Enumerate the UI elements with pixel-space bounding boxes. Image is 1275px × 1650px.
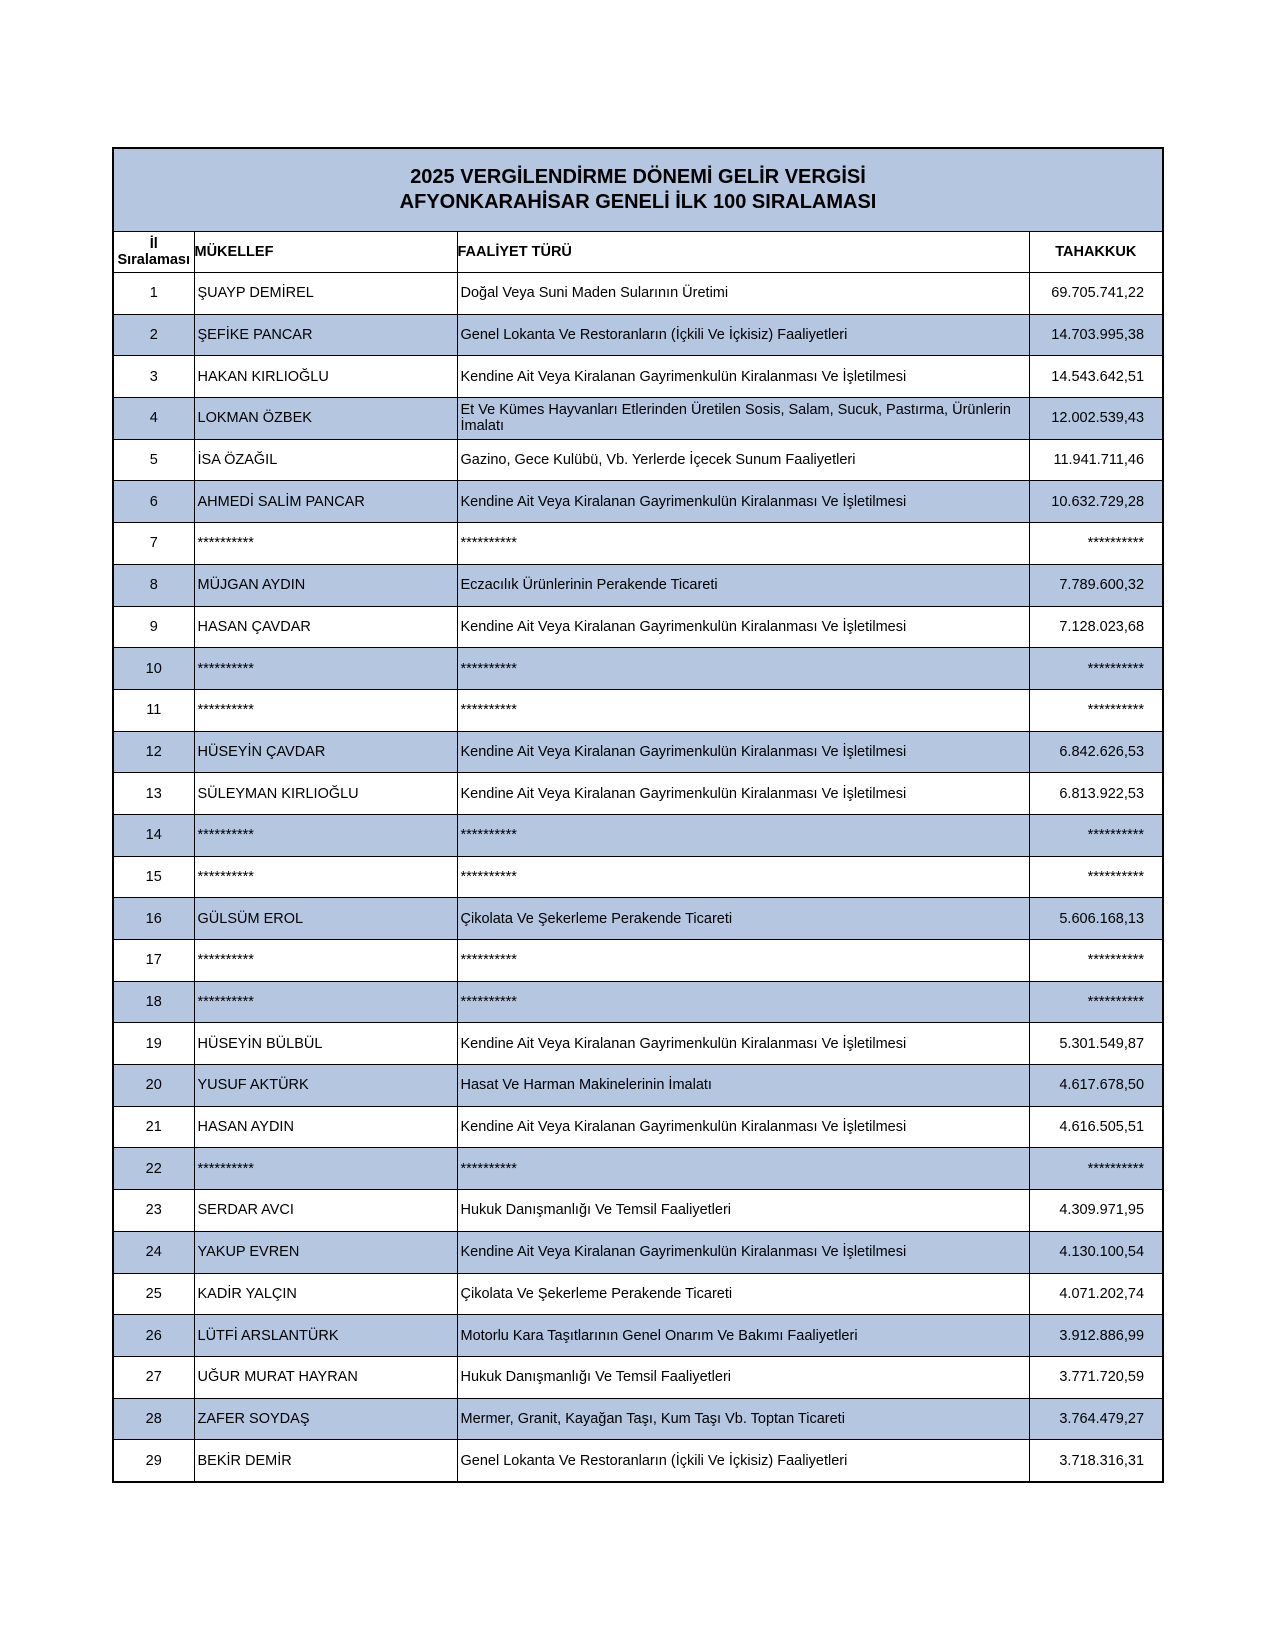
rank-cell: 9 xyxy=(113,606,194,648)
taxpayer-cell: HASAN ÇAVDAR xyxy=(194,606,457,648)
amount-cell: 6.842.626,53 xyxy=(1029,731,1163,773)
taxpayer-cell: SERDAR AVCI xyxy=(194,1190,457,1232)
table-row xyxy=(113,1106,1163,1148)
table-row xyxy=(113,273,1163,315)
taxpayer-cell: AHMEDİ SALİM PANCAR xyxy=(194,481,457,523)
table-row xyxy=(113,940,1163,982)
rank-cell: 13 xyxy=(113,773,194,815)
rank-cell: 20 xyxy=(113,1065,194,1107)
activity-cell: Kendine Ait Veya Kiralanan Gayrimenkulün Kiralanması Ve İşletilmesi xyxy=(457,1106,1029,1148)
activity-cell: ********** xyxy=(457,856,1029,898)
activity-cell: Genel Lokanta Ve Restoranların (İçkili Ve İçkisiz) Faaliyetleri xyxy=(457,314,1029,356)
amount-cell: 4.071.202,74 xyxy=(1029,1273,1163,1315)
table-row xyxy=(113,356,1163,398)
activity-cell: Eczacılık Ürünlerinin Perakende Ticareti xyxy=(457,564,1029,606)
activity-cell: Kendine Ait Veya Kiralanan Gayrimenkulün Kiralanması Ve İşletilmesi xyxy=(457,606,1029,648)
taxpayer-cell: ZAFER SOYDAŞ xyxy=(194,1398,457,1440)
taxpayer-cell: KADİR YALÇIN xyxy=(194,1273,457,1315)
table-row xyxy=(113,1440,1163,1482)
table-row xyxy=(113,606,1163,648)
amount-cell: 14.703.995,38 xyxy=(1029,314,1163,356)
table-row xyxy=(113,1148,1163,1190)
taxpayer-cell: SÜLEYMAN KIRLIOĞLU xyxy=(194,773,457,815)
rank-cell: 15 xyxy=(113,856,194,898)
activity-cell: Çikolata Ve Şekerleme Perakende Ticareti xyxy=(457,1273,1029,1315)
activity-cell: ********** xyxy=(457,940,1029,982)
ranking-table xyxy=(112,147,1164,1483)
taxpayer-cell: HÜSEYİN ÇAVDAR xyxy=(194,731,457,773)
amount-cell: ********** xyxy=(1029,523,1163,565)
taxpayer-cell: LOKMAN ÖZBEK xyxy=(194,398,457,440)
rank-cell: 24 xyxy=(113,1231,194,1273)
table-row xyxy=(113,731,1163,773)
amount-cell: ********** xyxy=(1029,856,1163,898)
rank-cell: 5 xyxy=(113,439,194,481)
table-row xyxy=(113,1398,1163,1440)
activity-cell: Kendine Ait Veya Kiralanan Gayrimenkulün Kiralanması Ve İşletilmesi xyxy=(457,481,1029,523)
column-header-amount: TAHAKKUK xyxy=(1029,232,1163,273)
activity-cell: Kendine Ait Veya Kiralanan Gayrimenkulün Kiralanması Ve İşletilmesi xyxy=(457,1231,1029,1273)
rank-cell: 8 xyxy=(113,564,194,606)
table-title xyxy=(113,148,1163,232)
taxpayer-cell: GÜLSÜM EROL xyxy=(194,898,457,940)
activity-cell: Kendine Ait Veya Kiralanan Gayrimenkulün Kiralanması Ve İşletilmesi xyxy=(457,1023,1029,1065)
amount-cell: 69.705.741,22 xyxy=(1029,273,1163,315)
rank-cell: 14 xyxy=(113,814,194,856)
rank-cell: 28 xyxy=(113,1398,194,1440)
table-row xyxy=(113,1065,1163,1107)
activity-cell: Hasat Ve Harman Makinelerinin İmalatı xyxy=(457,1065,1029,1107)
amount-cell: ********** xyxy=(1029,1148,1163,1190)
amount-cell: 4.309.971,95 xyxy=(1029,1190,1163,1232)
column-header-row xyxy=(113,232,1163,273)
activity-cell: ********** xyxy=(457,689,1029,731)
activity-cell: Mermer, Granit, Kayağan Taşı, Kum Taşı Vb. Toptan Ticareti xyxy=(457,1398,1029,1440)
taxpayer-cell: HÜSEYİN BÜLBÜL xyxy=(194,1023,457,1065)
taxpayer-cell: BEKİR DEMİR xyxy=(194,1440,457,1482)
amount-cell: 14.543.642,51 xyxy=(1029,356,1163,398)
rank-cell: 6 xyxy=(113,481,194,523)
activity-cell: Hukuk Danışmanlığı Ve Temsil Faaliyetleri xyxy=(457,1190,1029,1232)
table-row xyxy=(113,689,1163,731)
rank-cell: 25 xyxy=(113,1273,194,1315)
title-line-1: 2025 VERGİLENDİRME DÖNEMİ GELİR VERGİSİ xyxy=(410,166,866,188)
amount-cell: 3.912.886,99 xyxy=(1029,1315,1163,1357)
rank-cell: 23 xyxy=(113,1190,194,1232)
amount-cell: 4.130.100,54 xyxy=(1029,1231,1163,1273)
rank-cell: 18 xyxy=(113,981,194,1023)
activity-cell: ********** xyxy=(457,814,1029,856)
amount-cell: ********** xyxy=(1029,940,1163,982)
table-row xyxy=(113,648,1163,690)
table-row xyxy=(113,481,1163,523)
rank-cell: 10 xyxy=(113,648,194,690)
taxpayer-cell: ********** xyxy=(194,814,457,856)
amount-cell: ********** xyxy=(1029,648,1163,690)
table-row xyxy=(113,1023,1163,1065)
activity-cell: ********** xyxy=(457,523,1029,565)
column-header-activity: FAALİYET TÜRÜ xyxy=(457,232,1029,273)
table-body xyxy=(113,273,1163,1482)
amount-cell: 5.606.168,13 xyxy=(1029,898,1163,940)
taxpayer-cell: ********** xyxy=(194,981,457,1023)
rank-cell: 12 xyxy=(113,731,194,773)
activity-cell: Çikolata Ve Şekerleme Perakende Ticareti xyxy=(457,898,1029,940)
activity-cell: ********** xyxy=(457,981,1029,1023)
table-row xyxy=(113,1231,1163,1273)
rank-cell: 26 xyxy=(113,1315,194,1357)
activity-cell: ********** xyxy=(457,648,1029,690)
activity-cell: ********** xyxy=(457,1148,1029,1190)
taxpayer-cell: ŞUAYP DEMİREL xyxy=(194,273,457,315)
activity-cell: Gazino, Gece Kulübü, Vb. Yerlerde İçecek Sunum Faaliyetleri xyxy=(457,439,1029,481)
rank-cell: 1 xyxy=(113,273,194,315)
amount-cell: ********** xyxy=(1029,981,1163,1023)
taxpayer-cell: İSA ÖZAĞIL xyxy=(194,439,457,481)
amount-cell: 11.941.711,46 xyxy=(1029,439,1163,481)
amount-cell: 3.764.479,27 xyxy=(1029,1398,1163,1440)
taxpayer-cell: MÜJGAN AYDIN xyxy=(194,564,457,606)
table-row xyxy=(113,1273,1163,1315)
taxpayer-cell: YAKUP EVREN xyxy=(194,1231,457,1273)
activity-cell: Hukuk Danışmanlığı Ve Temsil Faaliyetleri xyxy=(457,1356,1029,1398)
taxpayer-cell: ********** xyxy=(194,648,457,690)
activity-cell: Doğal Veya Suni Maden Sularının Üretimi xyxy=(457,273,1029,315)
amount-cell: 5.301.549,87 xyxy=(1029,1023,1163,1065)
table-row xyxy=(113,564,1163,606)
column-header-name: MÜKELLEF xyxy=(194,232,457,273)
activity-cell: Motorlu Kara Taşıtlarının Genel Onarım Ve Bakımı Faaliyetleri xyxy=(457,1315,1029,1357)
title-line-2: AFYONKARAHİSAR GENELİ İLK 100 SIRALAMASI xyxy=(399,191,877,213)
amount-cell: 6.813.922,53 xyxy=(1029,773,1163,815)
amount-cell: 3.718.316,31 xyxy=(1029,1440,1163,1482)
rank-cell: 22 xyxy=(113,1148,194,1190)
table-row xyxy=(113,398,1163,440)
table-row xyxy=(113,439,1163,481)
rank-cell: 29 xyxy=(113,1440,194,1482)
table-row xyxy=(113,898,1163,940)
table-row xyxy=(113,773,1163,815)
taxpayer-cell: UĞUR MURAT HAYRAN xyxy=(194,1356,457,1398)
table-row xyxy=(113,1190,1163,1232)
rank-cell: 27 xyxy=(113,1356,194,1398)
table-row xyxy=(113,523,1163,565)
taxpayer-cell: ********** xyxy=(194,523,457,565)
table-row xyxy=(113,1356,1163,1398)
amount-cell: 7.128.023,68 xyxy=(1029,606,1163,648)
rank-cell: 19 xyxy=(113,1023,194,1065)
table-row xyxy=(113,814,1163,856)
taxpayer-cell: YUSUF AKTÜRK xyxy=(194,1065,457,1107)
amount-cell: ********** xyxy=(1029,814,1163,856)
activity-cell: Kendine Ait Veya Kiralanan Gayrimenkulün Kiralanması Ve İşletilmesi xyxy=(457,773,1029,815)
taxpayer-cell: HASAN AYDIN xyxy=(194,1106,457,1148)
amount-cell: 4.617.678,50 xyxy=(1029,1065,1163,1107)
taxpayer-cell: ŞEFİKE PANCAR xyxy=(194,314,457,356)
taxpayer-cell: ********** xyxy=(194,1148,457,1190)
activity-cell: Kendine Ait Veya Kiralanan Gayrimenkulün Kiralanması Ve İşletilmesi xyxy=(457,731,1029,773)
table-row xyxy=(113,981,1163,1023)
amount-cell: ********** xyxy=(1029,689,1163,731)
amount-cell: 10.632.729,28 xyxy=(1029,481,1163,523)
rank-cell: 3 xyxy=(113,356,194,398)
amount-cell: 4.616.505,51 xyxy=(1029,1106,1163,1148)
amount-cell: 12.002.539,43 xyxy=(1029,398,1163,440)
taxpayer-cell: ********** xyxy=(194,689,457,731)
taxpayer-cell: ********** xyxy=(194,940,457,982)
rank-cell: 2 xyxy=(113,314,194,356)
activity-cell: Kendine Ait Veya Kiralanan Gayrimenkulün Kiralanması Ve İşletilmesi xyxy=(457,356,1029,398)
column-header-rank: İl Sıralaması xyxy=(113,232,194,273)
taxpayer-cell: LÜTFİ ARSLANTÜRK xyxy=(194,1315,457,1357)
taxpayer-cell: HAKAN KIRLIOĞLU xyxy=(194,356,457,398)
amount-cell: 3.771.720,59 xyxy=(1029,1356,1163,1398)
amount-cell: 7.789.600,32 xyxy=(1029,564,1163,606)
activity-cell: Genel Lokanta Ve Restoranların (İçkili Ve İçkisiz) Faaliyetleri xyxy=(457,1440,1029,1482)
rank-cell: 7 xyxy=(113,523,194,565)
rank-cell: 17 xyxy=(113,940,194,982)
rank-cell: 4 xyxy=(113,398,194,440)
activity-cell: Et Ve Kümes Hayvanları Etlerinden Üretilen Sosis, Salam, Sucuk, Pastırma, Ürünlerin İmalatı xyxy=(457,398,1029,440)
taxpayer-cell: ********** xyxy=(194,856,457,898)
table-row xyxy=(113,856,1163,898)
rank-cell: 21 xyxy=(113,1106,194,1148)
rank-cell: 11 xyxy=(113,689,194,731)
rank-cell: 16 xyxy=(113,898,194,940)
table-row xyxy=(113,314,1163,356)
table-row xyxy=(113,1315,1163,1357)
